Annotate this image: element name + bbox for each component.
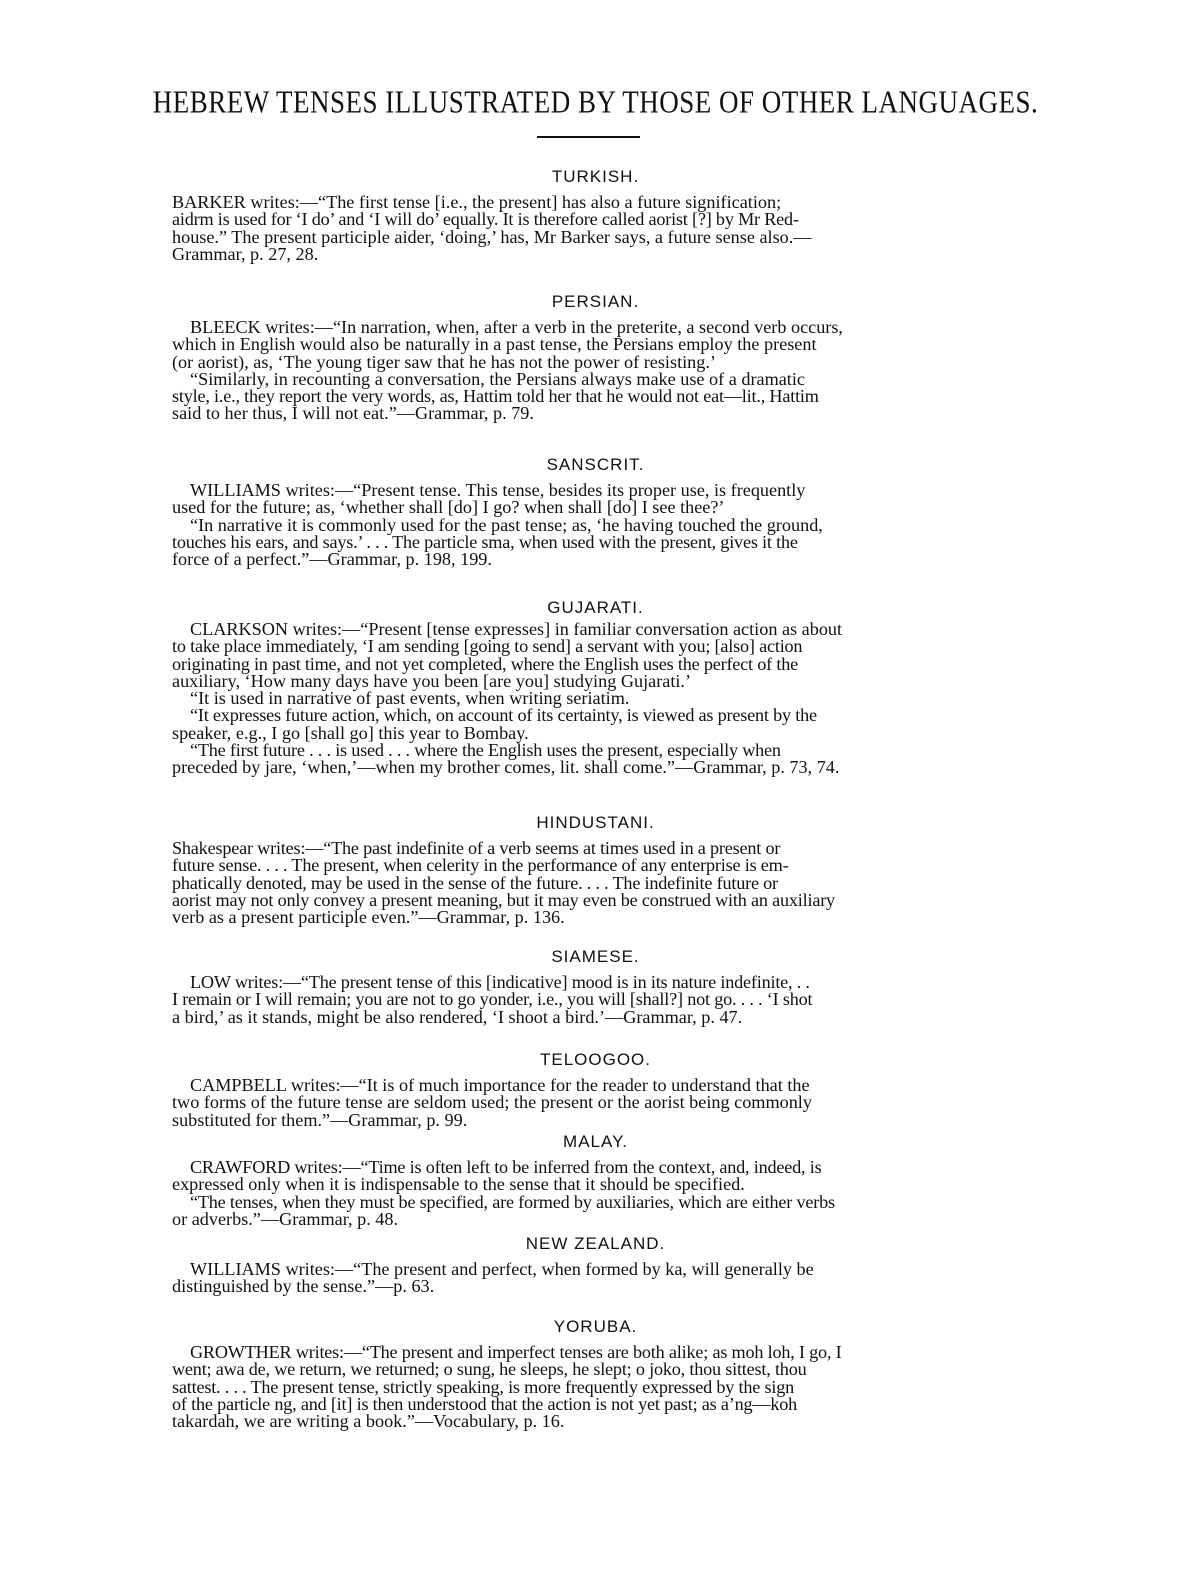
text-line: substituted for them.”—Grammar, p. 99. — [172, 1109, 468, 1130]
section-body-yoruba — [172, 1344, 1008, 1430]
section-heading-sanscrit: SANSCRIT. — [546, 455, 645, 474]
section-body-hindustani — [172, 840, 1008, 926]
section-body-sanscrit — [172, 482, 1008, 568]
text-line: WILLIAMS writes:—“The present and perfect, when formed by ka, will generally be — [190, 1259, 814, 1279]
text-line: “The first future . . . is used . . . where the English uses the present, especially when — [190, 740, 781, 761]
text-line: house.” The present participle aider, ‘doing,’ has, Mr Barker says, a future sense also.— — [172, 226, 812, 247]
text-line: BLEECK writes:—“In narration, when, after a verb in the preterite, a second verb occurs, — [190, 317, 843, 337]
section-heading-teloogoo: TELOOGOO. — [539, 1050, 652, 1069]
text-line: LOW writes:—“The present tense of this [indicative] mood is in its nature indefinite, . . — [190, 972, 810, 992]
section-heading-hindustani: HINDUSTANI. — [536, 813, 655, 832]
text-line: I remain or I will remain; you are not to go yonder, i.e., you will [shall?] not go. . . . ‘I shot — [172, 989, 813, 1010]
page-title: HEBREW TENSES ILLUSTRATED BY THOSE OF OTHER LANGUAGES. — [152, 84, 1039, 120]
text-line: aorist may not only convey a present meaning, but it may even be construed with an auxiliary — [172, 889, 835, 910]
text-line: two forms of the future tense are seldom used; the present or the aorist being commonly — [172, 1092, 812, 1113]
text-line: or adverbs.”—Grammar, p. 48. — [172, 1208, 399, 1229]
text-line: verb as a present participle even.”—Grammar, p. 136. — [172, 907, 565, 928]
text-line: auxiliary, ‘How many days have you been [are you] studying Gujarati.’ — [172, 670, 692, 691]
text-line: BARKER writes:—“The first tense [i.e., the present] has also a future signification; — [172, 192, 782, 212]
text-line: touches his ears, and says.’ . . . The particle sma, when used with the present, gives it the — [172, 531, 798, 552]
section-body-malay — [172, 1159, 1008, 1228]
section-heading-malay: MALAY. — [563, 1132, 628, 1151]
text-line: Shakespear writes:—“The past indefinite of a verb seems at times used in a present or — [172, 838, 781, 858]
text-line: distinguished by the sense.”—p. 63. — [172, 1276, 435, 1297]
text-line: a bird,’ as it stands, might be also rendered, ‘I shoot a bird.’—Grammar, p. 47. — [172, 1006, 743, 1027]
text-line: used for the future; as, ‘whether shall [do] I go? when shall [do] I see thee?’ — [172, 497, 725, 518]
text-line: “Similarly, in recounting a conversation, the Persians always make use of a dramatic — [190, 368, 805, 389]
text-line: force of a perfect.”—Grammar, p. 198, 199. — [172, 549, 492, 570]
text-line: “It is used in narrative of past events, when writing seriatim. — [190, 688, 630, 709]
text-line: preceded by jare, ‘when,’—when my brother comes, lit. shall come.”—Grammar, p. 73, 74. — [172, 757, 840, 778]
text-line: “It expresses future action, which, on account of its certainty, is viewed as present by the — [190, 705, 817, 726]
section-heading-yoruba: YORUBA. — [553, 1317, 638, 1336]
section-heading-siamese: SIAMESE. — [551, 947, 640, 966]
text-line: to take place immediately, ‘I am sending [going to send] a servant with you; [also] action — [172, 636, 803, 657]
section-body-new-zealand — [172, 1261, 1008, 1296]
section-body-gujarati — [172, 621, 1008, 777]
text-line: went; awa de, we return, we returned; o sung, he sleeps, he slept; o joko, thou sittest, thou — [172, 1359, 807, 1380]
text-line: future sense. . . . The present, when celerity in the performance of any enterprise is em- — [172, 855, 789, 876]
text-line: (or aorist), as, ‘The young tiger saw that he has not the power of resisting.’ — [172, 351, 716, 372]
text-line: aidrm is used for ‘I do’ and ‘I will do’ equally. It is therefore called aorist [?] by Mr Red- — [172, 209, 799, 230]
text-line: CLARKSON writes:—“Present [tense expresses] in familiar conversation action as about — [190, 619, 843, 639]
text-line: originating in past time, and not yet completed, where the English uses the perfect of the — [172, 653, 798, 674]
text-line: of the particle ng, and [it] is then understood that the action is not yet past; as a’ng—koh — [172, 1393, 798, 1414]
text-line: phatically denoted, may be used in the sense of the future. . . . The indefinite future or — [172, 872, 778, 893]
section-body-persian — [172, 319, 1008, 423]
title-rule — [537, 136, 640, 138]
section-body-turkish — [172, 194, 1008, 263]
section-body-teloogoo — [172, 1077, 1008, 1129]
section-heading-turkish: TURKISH. — [551, 167, 640, 186]
text-line: speaker, e.g., I go [shall go] this year to Bombay. — [172, 722, 529, 743]
text-line: expressed only when it is indispensable to the sense that it should be specified. — [172, 1174, 745, 1195]
text-line: GROWTHER writes:—“The present and imperfect tenses are both alike; as moh loh, I go, I — [190, 1342, 842, 1362]
text-line: “The tenses, when they must be specified, are formed by auxiliaries, which are either verbs — [190, 1191, 835, 1212]
section-heading-gujarati: GUJARATI. — [547, 598, 644, 617]
text-line: sattest. . . . The present tense, strictly speaking, is more frequently expressed by the sign — [172, 1376, 795, 1397]
section-heading-persian: PERSIAN. — [551, 292, 640, 311]
text-line: WILLIAMS writes:—“Present tense. This tense, besides its proper use, is frequently — [190, 480, 806, 500]
text-line: said to her thus, I will not eat.”—Grammar, p. 79. — [172, 403, 534, 424]
text-line: style, i.e., they report the very words, as, Hattim told her that he would not eat—lit., Hattim — [172, 386, 819, 407]
text-line: “In narrative it is commonly used for the past tense; as, ‘he having touched the ground, — [190, 514, 823, 535]
text-line: CAMPBELL writes:—“It is of much importance for the reader to understand that the — [190, 1075, 810, 1095]
text-line: takardah, we are writing a book.”—Vocabulary, p. 16. — [172, 1411, 565, 1432]
text-line: Grammar, p. 27, 28. — [172, 243, 319, 264]
text-line: which in English would also be naturally in a past tense, the Persians employ the present — [172, 334, 817, 355]
text-line: CRAWFORD writes:—“Time is often left to be inferred from the context, and, indeed, is — [190, 1157, 822, 1177]
section-body-siamese — [172, 974, 1008, 1026]
section-heading-new-zealand: NEW ZEALAND. — [525, 1234, 666, 1253]
